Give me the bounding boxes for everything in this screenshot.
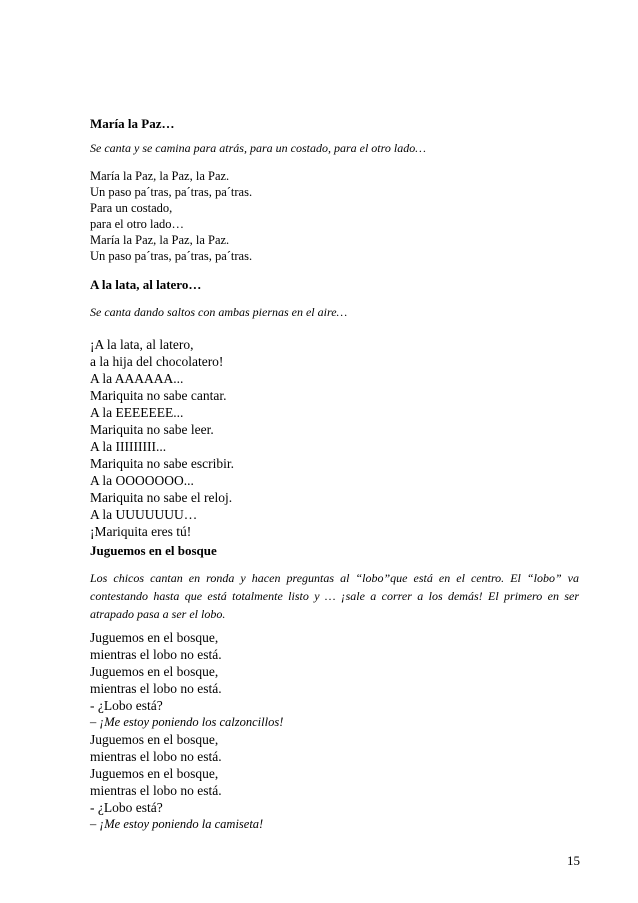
verse-line: A la OOOOOOO... [90, 473, 194, 488]
verse-line: a la hija del chocolatero! [90, 354, 224, 369]
verse-line: Juguemos en el bosque, [90, 732, 219, 747]
verse-line: mientras el lobo no está. [90, 749, 222, 764]
section-title-maria-la-paz: María la Paz… [90, 116, 175, 131]
page-number: 15 [567, 853, 580, 868]
verse-line: A la IIIIIIIII... [90, 439, 167, 454]
section-instruction-paragraph: Los chicos cantan en ronda y hacen preguntas al “lobo”que está en el centro. El “lobo” va contestando hasta que está totalmente listo y … ¡sale a correr a los demás! El primero en ser atrapado pasa a ser el lobo. [90, 571, 579, 621]
verse-line-answer: – ¡Me estoy poniendo la camiseta! [90, 817, 264, 831]
verse-line: Juguemos en el bosque, [90, 630, 219, 645]
verse-line: Un paso pa´tras, pa´tras, pa´tras. [90, 185, 253, 199]
verse-line: ¡Mariquita eres tú! [90, 524, 192, 539]
verse-line: Mariquita no sabe leer. [90, 422, 214, 437]
verse-line: - ¿Lobo está? [90, 800, 163, 815]
section-instruction: Se canta y se camina para atrás, para un costado, para el otro lado… [90, 141, 426, 155]
verse-line: Un paso pa´tras, pa´tras, pa´tras. [90, 249, 253, 263]
verse-line-answer: – ¡Me estoy poniendo los calzoncillos! [90, 715, 284, 729]
document-page [90, 0, 580, 903]
verse-line: Mariquita no sabe cantar. [90, 388, 227, 403]
verse-line: A la AAAAAA... [90, 371, 184, 386]
verse-line: - ¿Lobo está? [90, 698, 163, 713]
section-title-juguemos-en-el-bosque: Juguemos en el bosque [90, 543, 217, 558]
section-title-a-la-lata: A la lata, al latero… [90, 277, 202, 292]
verse-line: para el otro lado… [90, 217, 185, 231]
verse-line: A la UUUUUUU… [90, 507, 198, 522]
verse-line: Juguemos en el bosque, [90, 766, 219, 781]
verse-line: María la Paz, la Paz, la Paz. [90, 233, 230, 247]
verse-line: mientras el lobo no está. [90, 681, 222, 696]
verse-line: ¡A la lata, al latero, [90, 337, 194, 352]
verse-line: Para un costado, [90, 201, 173, 215]
verse-line: Juguemos en el bosque, [90, 664, 219, 679]
verse-line: Mariquita no sabe el reloj. [90, 490, 233, 505]
verse-line: A la EEEEEEE... [90, 405, 184, 420]
section-instruction: Se canta dando saltos con ambas piernas en el aire… [90, 305, 348, 319]
verse-line: Mariquita no sabe escribir. [90, 456, 234, 471]
verse-line: María la Paz, la Paz, la Paz. [90, 169, 230, 183]
verse-line: mientras el lobo no está. [90, 783, 222, 798]
verse-line: mientras el lobo no está. [90, 647, 222, 662]
